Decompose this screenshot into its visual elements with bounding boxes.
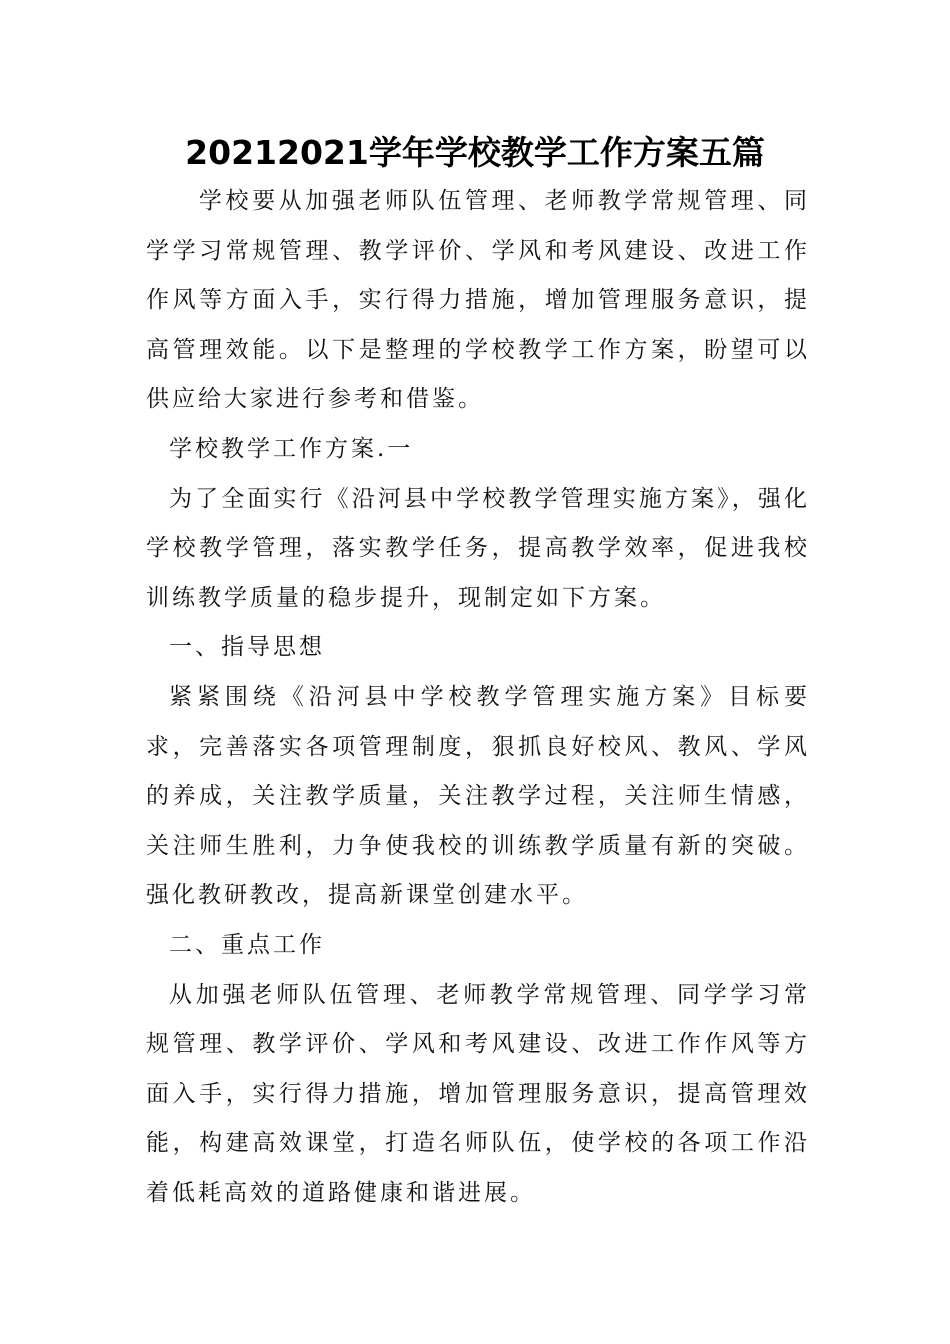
- document-title: 20212021学年学校教学工作方案五篇: [185, 133, 765, 172]
- body-paragraph: 从加强老师队伍管理、老师教学常规管理、同学学习常规管理、教学评价、学风和考风建设、改进工作作风等方面入手，实行得力措施，增加管理服务意识，提高管理效能，构建高效课堂，打造名师队伍，使学校的各项工作沿着低耗高效的道路健康和谐进展。: [146, 981, 810, 1206]
- section-heading-plan-one: 学校教学工作方案.一: [169, 435, 414, 462]
- document-body: [146, 177, 810, 1218]
- section-heading-key-work: 二、重点工作: [169, 931, 325, 958]
- section-heading-guiding-thought: 一、指导思想: [169, 634, 325, 661]
- body-paragraph: 为了全面实行《沿河县中学校教学管理实施方案》，强化学校教学管理，落实教学任务，提高教学效率，促进我校训练教学质量的稳步提升，现制定如下方案。: [146, 485, 810, 611]
- intro-paragraph: 学校要从加强老师队伍管理、老师教学常规管理、同学学习常规管理、教学评价、学风和考风建设、改进工作作风等方面入手，实行得力措施，增加管理服务意识，提高管理效能。以下是整理的学校教学工作方案，盼望可以供应给大家进行参考和借鉴。: [146, 188, 810, 413]
- body-paragraph: 紧紧围绕《沿河县中学校教学管理实施方案》目标要求，完善落实各项管理制度，狠抓良好校风、教风、学风的养成，关注教学质量，关注教学过程，关注师生情感，关注师生胜利，力争使我校的训练教学质量有新的突破。强化教研教改，提高新课堂创建水平。: [146, 683, 810, 909]
